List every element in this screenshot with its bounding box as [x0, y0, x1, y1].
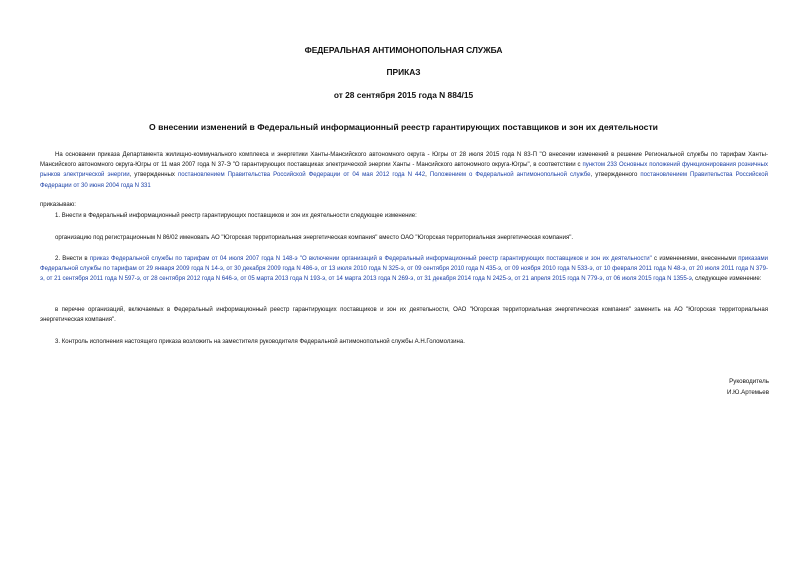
order-word: приказываю:	[40, 202, 76, 208]
link-fas-regulation[interactable]: Положением о Федеральной антимонопольной службе	[429, 172, 591, 179]
item-2-detail: в перечне организаций, включаемых в Федеральный информационный реестр гарантирующих поставщиков и зон их деятельности, ОАО "Югорская территориальная энергетическая компания" заменить на АО "Югорская территориальная энергетическая компания".	[40, 307, 768, 324]
link-order-148[interactable]: приказ Федеральной службы по тарифам от 04 июля 2007 года N 148-э "О включении организаций в Федеральный информационный реестр гарантирующих поставщиков и зон их деятельности"	[89, 256, 652, 262]
agency-heading: ФЕДЕРАЛЬНАЯ АНТИМОНОПОЛЬНАЯ СЛУЖБА	[304, 45, 503, 55]
item-1: 1. Внести в Федеральный информационный реестр гарантирующих поставщиков и зон их деятельности следующее изменение:	[55, 213, 417, 219]
preamble-text-1: На основании приказа Департамента жилищно-коммунального комплекса и энергетики Ханты-Мансийского автономного округа - Югры от 28 июля 2015 года N 83-П "О внесении изменений в решение Региональной службы по тарифам Ханты-Мансийского автономного округа-Югры от 11 мая 2007 года N 37-Э "О гарантирующих поставщиках электрической энергии Ханты - Мансийского автономного округа-Югры", в соответствии с	[40, 152, 768, 169]
signature-position: Руководитель	[729, 378, 769, 385]
preamble-text-2: , утвержденных	[129, 172, 178, 179]
item-1-detail: организацию под регистрационным N 86/02 именовать АО "Югорская территориальная энергетическая компания" вместо ОАО "Югорская территориальная энергетическая компания".	[55, 235, 574, 241]
item-2-text-2: с изменениями, внесенными	[651, 256, 739, 262]
link-amending-orders[interactable]: приказами Федеральной службы по тарифам от 29 января 2009 года N 14-э, от 30 декабря 2009 года N 486-э, от 13 июля 2010 года N 325-э, от 09 сентября 2010 года N 435-э, от 09 ноября 2010 года N 533-э, от 10 февраля 2011 года N 48-э, от 20 июля 2011 года N 379-э, от 21 сентября 2011 года N 597-э, от 28 сентября 2012 года N 646-э, от 05 марта 2013 года N 193-э, от 14 марта 2013 года N 269-э, от 31 декабря 2014 года N 2425-э, от 21 апреля 2015 года N 779-э, от 06 июля 2015 года N 1355-э	[40, 256, 768, 283]
link-decree-331[interactable]: постановлением Правительства Российской Федерации от 30 июня 2004 года N 331	[40, 172, 768, 189]
date-number-heading: от 28 сентября 2015 года N 884/15	[333, 90, 474, 100]
preamble-text-4: , утвержденного	[590, 172, 641, 179]
item-2-text-3: , следующее изменение:	[691, 276, 762, 283]
preamble-text-3: ,	[425, 172, 430, 179]
signature-name: И.Ю.Артемьев	[727, 389, 769, 396]
item-2-paragraph	[40, 254, 768, 285]
item-2-text-1: 2. Внести в	[55, 256, 90, 262]
link-decree-442[interactable]: постановлением Правительства Российской Федерации от 04 мая 2012 года N 442	[177, 172, 426, 179]
doc-type-heading: ПРИКАЗ	[386, 67, 421, 77]
item-3: 3. Контроль исполнения настоящего приказа возложить на заместителя руководителя Федеральной антимонопольной службы А.Н.Голомолзина.	[55, 339, 465, 345]
preamble-paragraph	[40, 150, 768, 191]
document-title: О внесении изменений в Федеральный информационный реестр гарантирующих поставщиков и зон их деятельности	[149, 122, 658, 132]
link-item-233[interactable]: пунктом 233 Основных положений функционирования розничных рынков электрической энергии	[40, 162, 768, 179]
